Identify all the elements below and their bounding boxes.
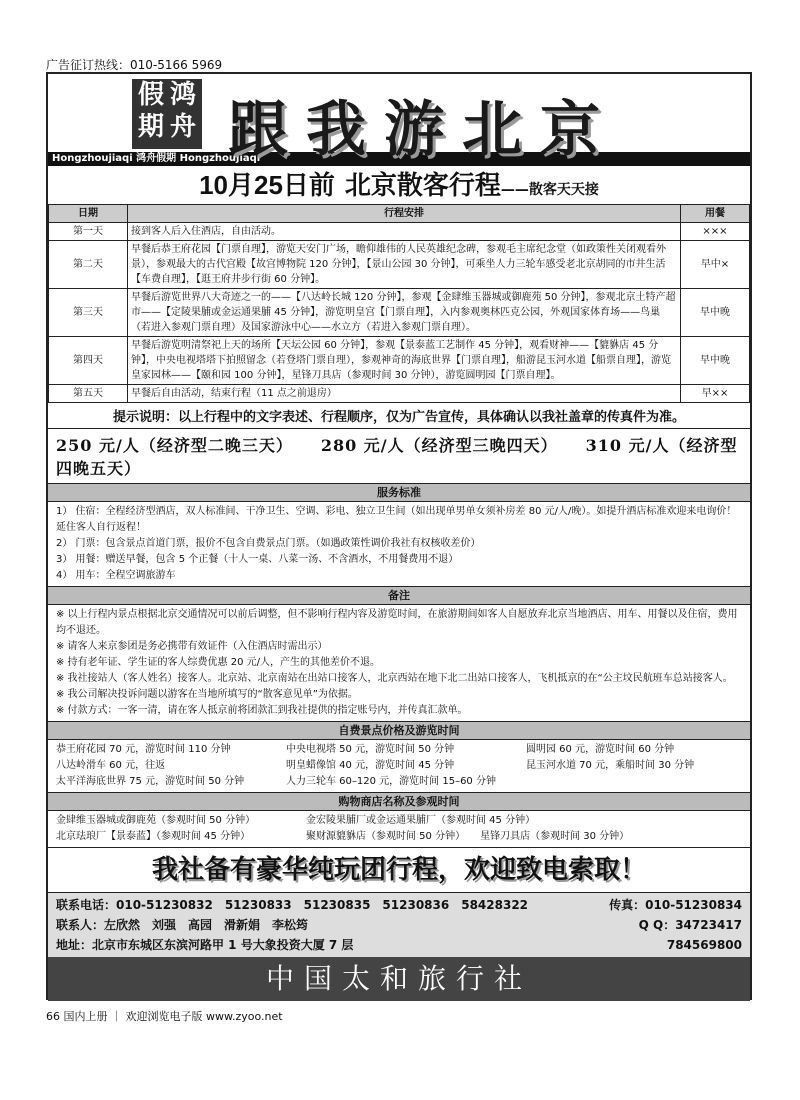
logo-char: 期 (137, 112, 164, 142)
table-row (49, 241, 750, 289)
contact-block (48, 893, 750, 957)
list-item (526, 774, 746, 790)
list-item: 太平洋海底世界 75 元，游览时间 50 分钟 (56, 776, 245, 787)
price-item: 250 元/人（经济型二晚三天） (56, 436, 293, 455)
list-item: 恭王府花园 70 元，游览时间 110 分钟 (56, 744, 231, 755)
list-item: ※ 请客人来京参团是务必携带有效证件（入住酒店时需出示） (56, 641, 328, 652)
list-item: ※ 以上行程内景点根据北京交通情况可以前后调整，但不影响行程内容及游览时间，在旅游期间如客人自愿放弃北京当地酒店、用车、用餐以及住宿，费用均不退还。 (56, 609, 738, 636)
logo-char: 舟 (169, 112, 196, 142)
plan-cell: 早餐后恭王府花园【门票自理】，游览天安门广场，瞻仰雄伟的人民英雄纪念碑，参观毛主席纪念堂（如政策性关闭观看外景），参观最大的古代宫殿【故宫博物院 120 分钟】，【景山公园 30 分钟】，可乘坐人力三轮车感受老北京胡同的市井生活【车费自理】，【逛王府井步行街 60 分钟】。 (128, 241, 681, 289)
list-item: 中央电视塔 50 元，游览时间 50 分钟 (286, 744, 455, 755)
table-row (49, 289, 750, 337)
col-plan: 行程安排 (128, 205, 681, 223)
meal-cell: 早中晚 (681, 337, 750, 385)
itinerary-table (48, 204, 750, 403)
list-item: 八达岭滑车 60 元，往返 (56, 760, 166, 771)
meal-cell: 早×× (681, 385, 750, 403)
tip-notice: 提示说明：以上行程中的文字表述、行程顺序，仅为广告宣传，具体确认以我社盖章的传真件为准。 (48, 403, 750, 429)
list-item: 北京珐琅厂【景泰蓝】（参观时间 45 分钟） (56, 831, 251, 842)
contact-qq: Q Q：34723417 (638, 918, 742, 932)
list-item: 圆明园 60 元，游览时间 60 分钟 (526, 744, 675, 755)
service-list (48, 502, 750, 587)
agency-name: 中国太和旅行社 (48, 957, 750, 1001)
price-item: 310 元/人（经济型四晚五天） (56, 436, 738, 478)
table-row (49, 385, 750, 403)
logo-char: 假 (137, 80, 164, 110)
price-item: 280 元/人（经济型三晚四天） (320, 436, 558, 455)
list-item: 明皇蜡像馆 40 元，游览时间 45 分钟 (286, 760, 455, 771)
notes-list (48, 605, 750, 722)
headline (48, 166, 750, 204)
page-title: 跟我游北京 (228, 95, 618, 165)
plan-cell: 接到客人后入住酒店，自由活动。 (128, 223, 681, 241)
list-item: ※ 我社接站人（客人姓名）接客人。北京站、北京南站在出站口接客人，北京西站在地下北二出站口接客人，飞机抵京的在“公主坟民航班车总站接客人。 (56, 673, 733, 684)
day-cell: 第四天 (49, 337, 128, 385)
day-cell: 第一天 (49, 223, 128, 241)
plan-cell: 早餐后游览明清祭祀上天的场所【天坛公园 60 分钟】，参观【景泰蓝工艺制作 45 分钟】，观看财神——【貔貅店 45 分钟】，中央电视塔塔下拍照留念（若登塔门票自理），参观神奇的海底世界【门票自理】，船游昆玉河水道【船票自理】，游览皇家园林——【颐和园 100 分钟】，星锋刀具店（参观时间 30 分钟），游览圆明园【门票自理】。 (128, 337, 681, 385)
day-cell: 第二天 (49, 241, 128, 289)
contact-phone: 联系电话：010-51230832 51230833 51230835 51230836 58428322 (56, 898, 529, 912)
table-row (49, 223, 750, 241)
headline-sub: ——散客天天接 (500, 182, 599, 198)
page-footer: 66 国内上册 ｜ 欢迎浏览电子版 www.zyoo.net (46, 1010, 283, 1023)
shops-heading: 购物商店名称及参观时间 (48, 793, 750, 811)
logo-char: 鸿 (169, 80, 196, 110)
brand-strip: Hongzhoujiaqi 鸿舟假期 Hongzhoujiaqi (48, 152, 750, 166)
scenic-list (48, 740, 750, 793)
contact-address: 地址：北京市东城区东滨河路甲 1 号大象投资大厦 7 层 (56, 938, 354, 952)
list-item: 聚财源貔貅店（参观时间 50 分钟） 星锋刀具店（参观时间 30 分钟） (306, 831, 630, 842)
list-item: 1） 住宿：全程经济型酒店，双人标准间、干净卫生、空调、彩电、独立卫生间（如出现单男单女须补房差 80 元/人/晚）。如提升酒店标准欢迎来电询价！ 延住客人自行返程！ (56, 506, 737, 533)
list-item: 4） 用车：全程空调旅游车 (56, 570, 176, 581)
list-item: ※ 我公司解决投诉问题以游客在当地所填写的“散客意见单”为依据。 (56, 689, 358, 700)
contact-qq2: 784569800 (666, 938, 742, 952)
col-meal: 用餐 (681, 205, 750, 223)
shops-list (48, 811, 750, 848)
service-heading: 服务标准 (48, 484, 750, 502)
ad-page (46, 72, 752, 1000)
scenic-heading: 自费景点价格及游览时间 (48, 722, 750, 740)
list-item: 2） 门票：包含景点首道门票，报价不包含自费景点门票。（如遇政策性调价我社有权核收差价） (56, 538, 481, 549)
table-row (49, 337, 750, 385)
day-cell: 第三天 (49, 289, 128, 337)
contact-fax: 传真：010-51230834 (609, 898, 742, 912)
notes-heading: 备注 (48, 587, 750, 605)
ad-hotline: 广告征订热线：010-5166 5969 (46, 58, 223, 72)
slogan: 我社备有豪华纯玩团行程，欢迎致电索取！ (48, 848, 750, 893)
list-item: ※ 付款方式：一客一清，请在客人抵京前将团款汇到我社提供的指定账号内，并传真汇款单。 (56, 705, 468, 716)
plan-cell: 早餐后游览世界八大奇迹之一的——【八达岭长城 120 分钟】，参观【金肆维玉器城或御鹿苑 50 分钟】，参观北京土特产超市——【定陵果脯或金运通果脯 45 分钟】，游览明皇宫【门票自理】，入内参观奥林匹克公园，外观国家体育场——鸟巢（若进入参观门票自理）及国家游泳中心——水立方（若进入参观门票自理）。 (128, 289, 681, 337)
contact-people: 联系人：左欣然 刘强 高园 滑新娟 李松筠 (56, 918, 309, 932)
list-item: 金宏陵果脯厂或金运通果脯厂（参观时间 45 分钟） (306, 815, 536, 826)
list-item: 金肆维玉器城或御鹿苑（参观时间 50 分钟） (56, 815, 256, 826)
meal-cell: ××× (681, 223, 750, 241)
list-item: ※ 持有老年证、学生证的客人综费优惠 20 元/人，产生的其他差价不退。 (56, 657, 381, 668)
col-date: 日期 (49, 205, 128, 223)
headline-title: 北京散客行程 (344, 171, 501, 201)
list-item: 昆玉河水道 70 元，乘船时间 30 分钟 (526, 760, 695, 771)
list-item: 3） 用餐：赠送早餐，包含 5 个正餐（十人一桌、八菜一汤、不含酒水，不用餐费用不退） (56, 554, 459, 565)
brand-logo (132, 79, 202, 149)
price-row (48, 429, 750, 484)
day-cell: 第五天 (49, 385, 128, 403)
plan-cell: 早餐后自由活动，结束行程（11 点之前退房） (128, 385, 681, 403)
meal-cell: 早中晚 (681, 289, 750, 337)
list-item: 人力三轮车 60–120 元，游览时间 15–60 分钟 (286, 776, 496, 787)
meal-cell: 早中× (681, 241, 750, 289)
headline-date: 10月25日前 (199, 170, 335, 200)
